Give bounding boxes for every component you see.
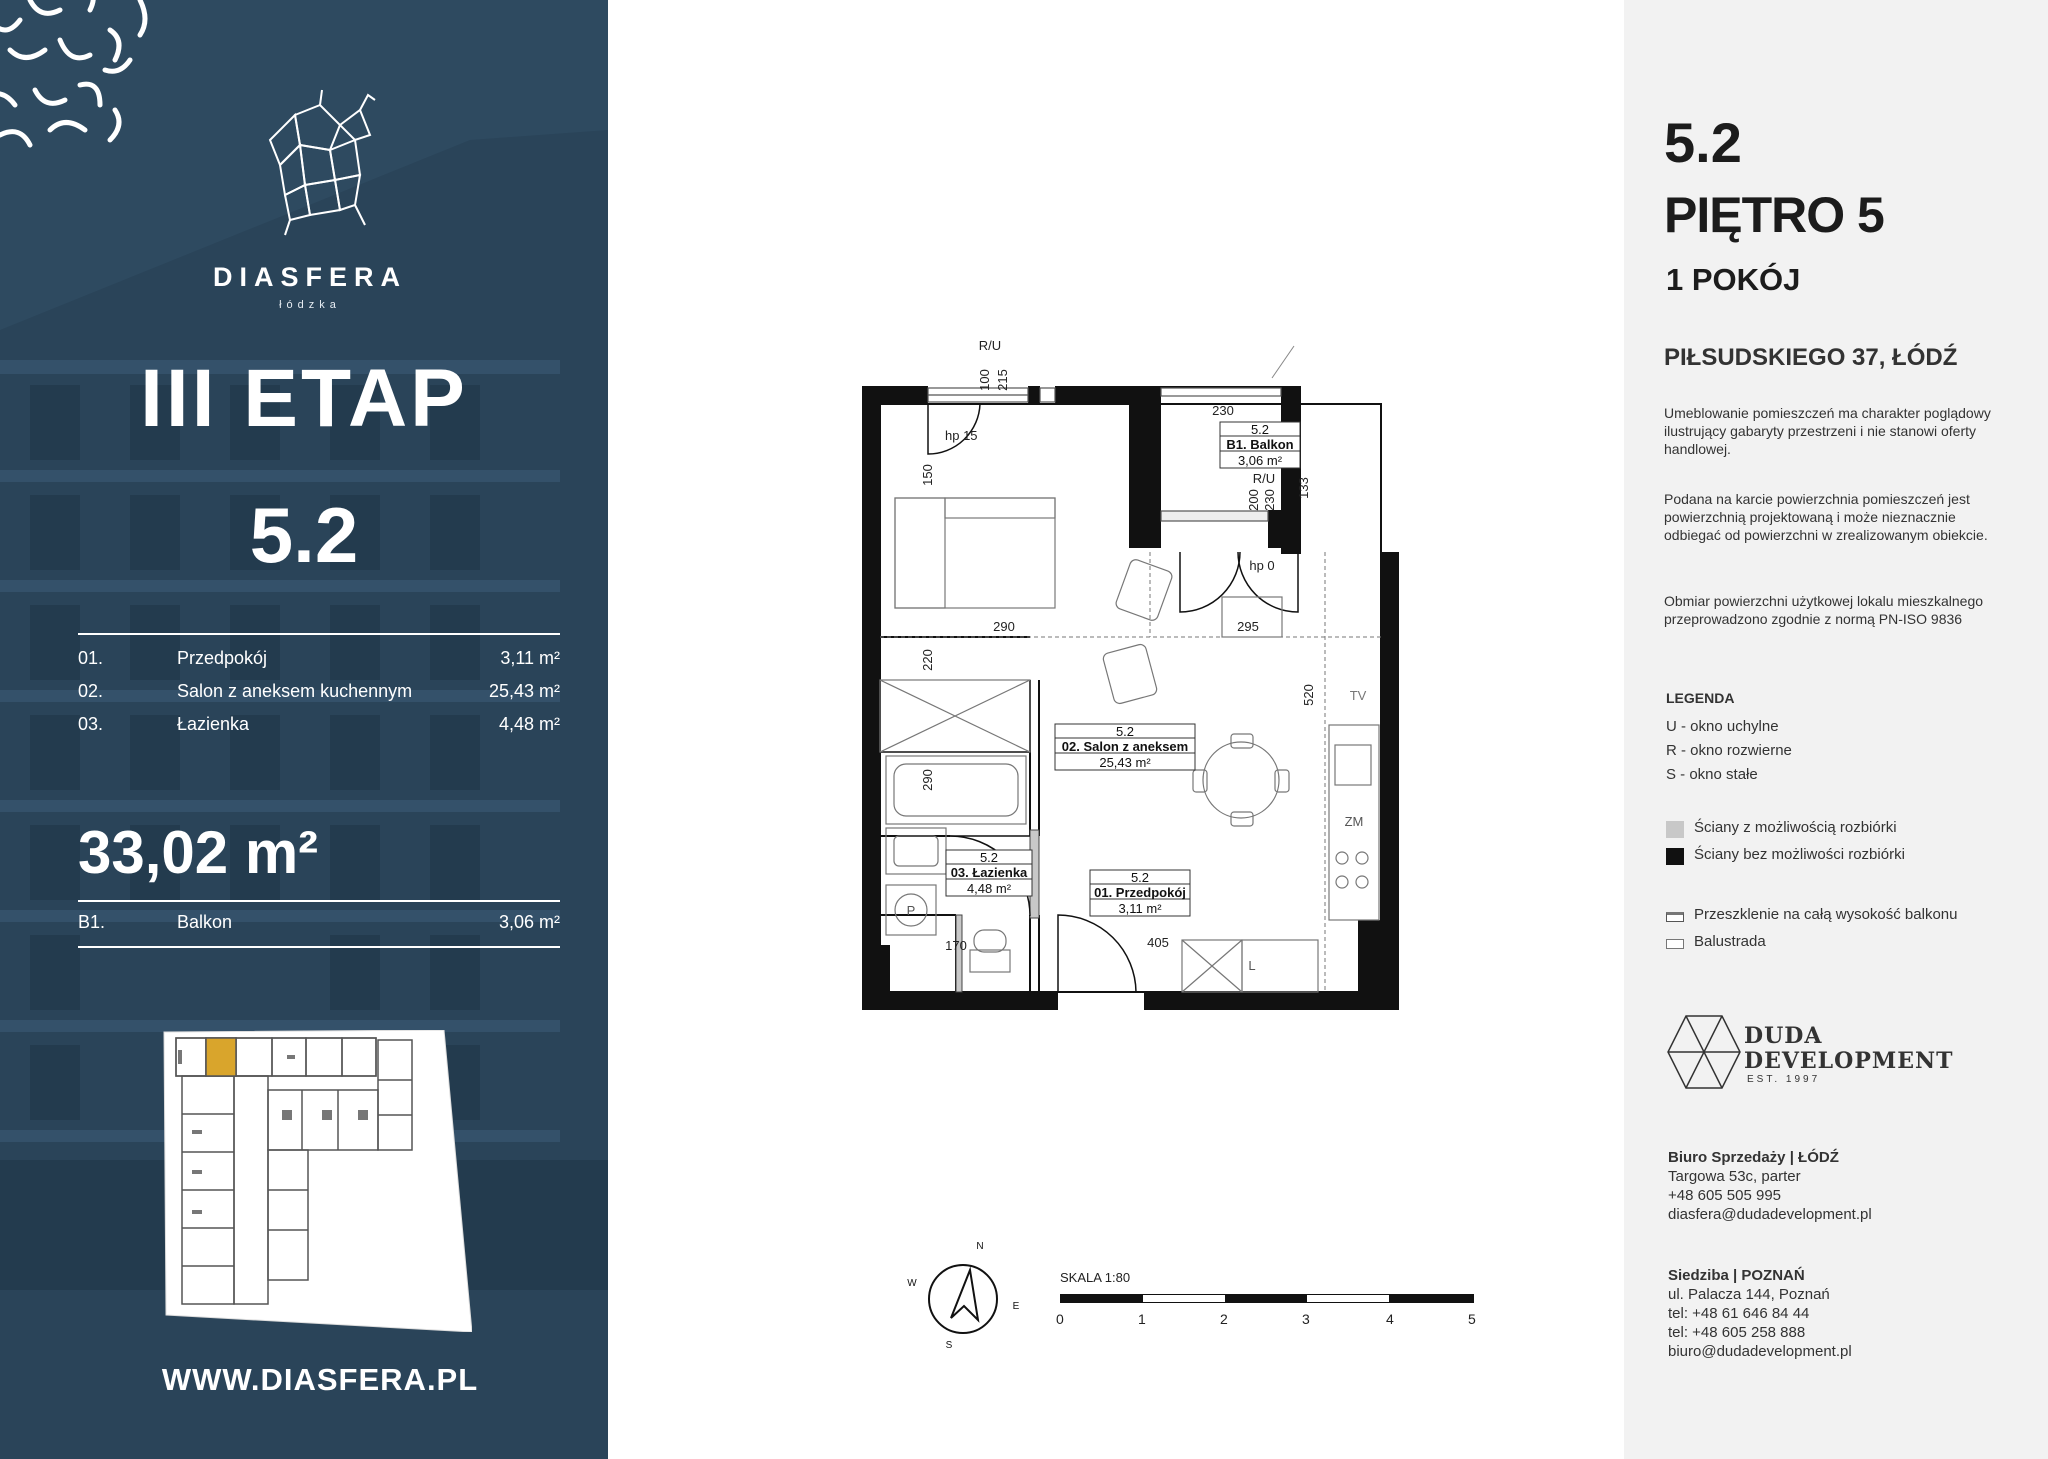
company-name: DUDA DEVELOPMENT [1744,1023,1954,1074]
swatch-glazing [1666,912,1684,922]
svg-text:25,43 m²: 25,43 m² [1099,755,1151,770]
company-est: EST. 1997 [1747,1074,1821,1085]
balcony-number: B1. [78,912,106,932]
scale-label: SKALA 1:80 [1060,1270,1131,1285]
scale-tick: 0 [1056,1311,1064,1327]
svg-text:03. Łazienka: 03. Łazienka [950,865,1028,880]
dim-label: 295 [1237,619,1259,634]
room-row [78,648,560,676]
dim-label: 230 [1212,403,1234,418]
dim-label: 215 [995,369,1010,391]
room-name: Salon z aneksem kuchennym [177,681,413,701]
room-area: 4,48 m² [498,714,560,734]
compass-icon [906,1236,1028,1358]
floor-label: PIĘTRO 5 [1664,187,1884,243]
swatch-balustrade [1666,939,1684,949]
svg-text:5.2: 5.2 [1130,870,1150,885]
room-number: 03. [78,714,104,734]
balcony-area: 3,06 m² [498,912,560,932]
dim-label: 200 [1246,489,1261,511]
svg-text:4,48 m²: 4,48 m² [966,881,1012,896]
dim-label: hp 0 [1249,558,1275,573]
floor-key-plan [162,1030,472,1332]
legend-item: U - okno uchylne [1666,718,1779,735]
right-panel: 5.2 PIĘTRO 5 1 POKÓJ PIŁSUDSKIEGO 37, ŁÓDŹ Umeblowanie pomieszczeń ma charakter poglądowy ilustrujący gabaryty przestrzeni i nie stanowi oferty handlowej. Podana na karcie powierzchnia pomieszczeń jest powierzchnią projektowaną i może nieznacznie odbiegać od powierzchni w zrealizowanym obiekcie. Obmiar powierzchni użytkowej lokalu mieszkalnego przeprowadzono zgodnie z normą PN-ISO 9836 LEGENDA U - okno uchylne R - okno rozwierne S - okno stałe Ściany z możliwością rozbiórki Ściany bez możliwości rozbiórki Przeszklenie na całą wysokość balkonu Balustrada DUDA DEVELOPMENT EST. 1997 Biuro Sprzedaży | ŁÓDŹ Targowa 53c, parter +48 605 505 995 diasfera@dudadevelopment.pl Siedziba | POZNAŃ ul. Palacza 144, Poznań tel: +48 61 646 84 44 tel: +48 605 258 888 biuro@dudadevelopment.pl [1624,0,2048,1459]
dim-label: 133 [1296,477,1311,499]
legend-item: S - okno stałe [1666,766,1758,783]
divider [78,900,560,902]
contact-phone[interactable]: tel: +48 605 258 888 [1668,1324,1806,1341]
scale-tick: 4 [1386,1311,1394,1327]
fridge-label: ZM [1344,814,1364,829]
balcony-row [78,912,560,940]
scale-tick: 2 [1220,1311,1228,1327]
dim-label: 290 [920,769,935,791]
legend-item: R - okno rozwierne [1666,742,1792,759]
swatch-fixed-walls [1666,848,1684,865]
balcony-name: Balkon [177,912,233,932]
unit-number: 5.2 [1664,111,1742,174]
brand-name: DIASFERA [212,262,407,292]
brand-subtitle: łódzka [279,299,341,311]
contact-title: Siedziba | POZNAŃ [1668,1267,1805,1284]
svg-text:3,11 m²: 3,11 m² [1118,901,1162,916]
washer-label: P [906,903,916,918]
wardrobe-label: L [1248,958,1256,973]
dim-label: 405 [1147,935,1169,950]
dim-label: R/U [978,338,1002,353]
room-area: 25,43 m² [488,681,560,701]
svg-text:3,06 m²: 3,06 m² [1237,453,1283,468]
dim-label: 290 [993,619,1015,634]
room-row [78,714,560,742]
room-name: Przedpokój [177,648,268,668]
dim-label: 220 [920,649,935,671]
room-area: 3,11 m² [500,648,560,668]
scale-tick: 3 [1302,1311,1310,1327]
compass-n: N [976,1241,984,1252]
legend-title: LEGENDA [1666,690,1735,706]
svg-text:02. Salon z aneksem: 02. Salon z aneksem [1061,739,1189,754]
dim-label: 520 [1301,684,1316,706]
left-panel [0,0,608,1459]
scale-tick: 5 [1468,1311,1476,1327]
scale-bar [1060,1294,1474,1303]
compass-s: S [945,1340,953,1351]
room-number: 01. [78,648,104,668]
contact-title: Biuro Sprzedaży | ŁÓDŹ [1668,1149,1839,1166]
dim-label: R/U [1252,471,1276,486]
contact-line: Targowa 53c, parter [1668,1168,1801,1185]
contact-phone[interactable]: +48 605 505 995 [1668,1187,1782,1204]
divider [78,946,560,948]
swatch-removable-walls [1666,821,1684,838]
compass-w: W [907,1278,917,1289]
room-label-hallway [1090,870,1190,916]
contact-line: ul. Palacza 144, Poznań [1668,1286,1830,1303]
contact-email[interactable]: diasfera@dudadevelopment.pl [1668,1206,1872,1223]
dim-label: 230 [1262,489,1277,511]
note-norm: Obmiar powierzchni użytkowej lokalu mieszkalnego przeprowadzono zgodnie z normą PN-ISO 9836 [1664,593,1984,627]
scale-tick: 1 [1138,1311,1146,1327]
contact-poznan [1668,1266,1852,1361]
diasfera-logo-icon [240,85,390,245]
contact-email[interactable]: biuro@dudadevelopment.pl [1668,1343,1852,1360]
compass-e: E [1012,1301,1020,1312]
svg-text:5.2: 5.2 [979,850,999,865]
duda-development-logo-icon [1666,1014,1742,1090]
total-area: 33,02 m² [78,819,319,886]
dim-label: hp 15 [945,428,978,443]
dim-label: 100 [977,369,992,391]
room-row [78,681,560,709]
svg-text:5.2: 5.2 [1250,422,1270,437]
room-label-balcony [1220,422,1300,468]
room-number: 02. [78,681,104,701]
tv-label: TV [1349,688,1367,703]
dim-label: 150 [920,464,935,486]
divider [78,633,560,635]
note-area: Podana na karcie powierzchnia pomieszczeń jest powierzchnią projektowaną i może nieznacznie odbiegać od powierzchni w zrealizowanym obiekcie. [1664,491,1988,543]
address: PIŁSUDSKIEGO 37, ŁÓDŹ [1664,344,1958,371]
contact-phone[interactable]: tel: +48 61 646 84 44 [1668,1305,1810,1322]
note-furniture: Umeblowanie pomieszczeń ma charakter poglądowy ilustrujący gabaryty przestrzeni i nie stanowi oferty handlowej. [1664,405,1991,457]
dim-label: 170 [945,938,967,953]
unit-highlight [206,1038,236,1076]
svg-text:5.2: 5.2 [1115,724,1135,739]
website-link[interactable]: WWW.DIASFERA.PL [161,1362,479,1397]
floor-plan [850,330,1410,1020]
stage-title: III ETAP [140,353,468,444]
decorative-pattern-circle [0,0,170,170]
room-label-salon [1055,724,1195,770]
unit-number: 5.2 [249,491,359,579]
svg-text:01. Przedpokój: 01. Przedpokój [1094,885,1186,900]
room-count: 1 POKÓJ [1666,262,1801,297]
contact-lodz [1668,1148,1872,1224]
room-name: Łazienka [177,714,250,734]
svg-text:B1. Balkon: B1. Balkon [1226,437,1294,452]
room-label-bathroom [946,850,1032,896]
